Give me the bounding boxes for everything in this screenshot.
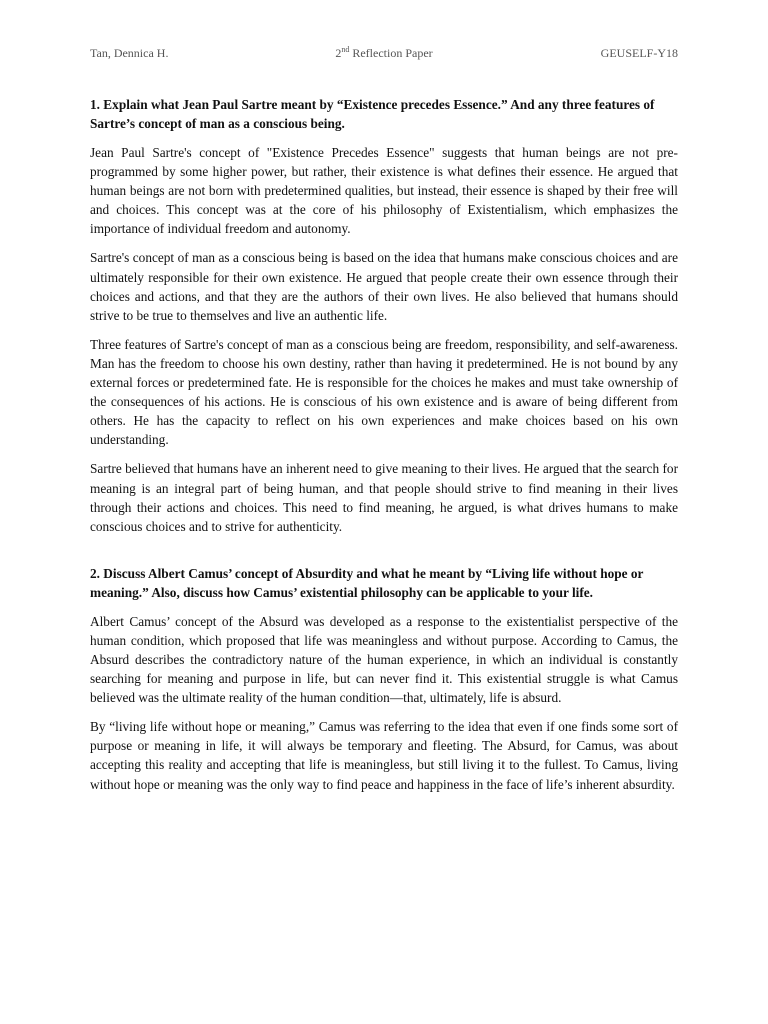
section-1 bbox=[90, 95, 678, 536]
document-content bbox=[90, 95, 678, 804]
header-title-sup: nd bbox=[341, 45, 350, 54]
page-header bbox=[90, 46, 678, 64]
section1-paragraph-3: Three features of Sartre's concept of man as a conscious being are freedom, responsibility, and self-awareness. Man has the freedom to choose his own destiny, rather than having it predetermined. He is not bound by any external forces or predetermined fate. He is responsible for the choices he makes and must take ownership of the consequences of his actions. He is conscious of his own existence and is aware of being different from others. He has the capacity to reflect on his own experiences and make choices based on his own understanding. bbox=[90, 336, 678, 448]
question-1: 1. Explain what Jean Paul Sartre meant by “Existence precedes Essence.” And any three features of Sartre’s concept of man as a conscious being. bbox=[90, 97, 655, 131]
header-title bbox=[90, 46, 678, 61]
question-2: 2. Discuss Albert Camus’ concept of Absurdity and what he meant by “Living life without hope or meaning.” Also, discuss how Camus’ existential philosophy can be applicable to your life. bbox=[90, 565, 644, 600]
section-2 bbox=[90, 564, 678, 794]
section1-paragraph-4: Sartre believed that humans have an inherent need to give meaning to their lives. He argued that the search for meaning is an integral part of being human, and that people should strive to find meaning in their lives through their actions and choices. This need to find meaning, he argued, is what drives humans to make conscious choices and to strive for authenticity. bbox=[90, 461, 678, 534]
header-author: Tan, Dennica H. bbox=[90, 46, 169, 60]
header-course: GEUSELF-Y18 bbox=[600, 46, 678, 60]
header-title-ordinal: 2 bbox=[335, 46, 342, 60]
section2-paragraph-2: By “living life without hope or meaning,” Camus was referring to the idea that even if one finds some sort of purpose or meaning in life, it will always be temporary and fleeting. The Absurd, for Camus, was about accepting this reality and accepting that life is meaningless, but still living it to the fullest. To Camus, living without hope or meaning was the only way to find peace and happiness in the face of life’s inherent absurdity. bbox=[90, 719, 678, 792]
section2-paragraph-1: Albert Camus’ concept of the Absurd was developed as a response to the existentialist perspective of the human condition, which proposed that life was meaningless and without purpose. According to Camus, the Absurd describes the contradictory nature of the human experience, in which an individual is constantly searching for meaning and purpose in life, but can never find it. This existential struggle is what Camus believed was the ultimate reality of the human condition—that, ultimately, life is absurd. bbox=[90, 613, 678, 706]
header-title-rest: Reflection Paper bbox=[349, 46, 433, 60]
section1-paragraph-2: Sartre's concept of man as a conscious being is based on the idea that humans make conscious choices and are ultimately responsible for their own existence. He argued that people create their own essence through their choices and actions, and that they are the authors of their own lives. He also believed that humans should strive to be true to themselves and live an authentic life. bbox=[90, 250, 678, 323]
section1-paragraph-1: Jean Paul Sartre's concept of "Existence Precedes Essence" suggests that human beings are not pre-programmed by some higher power, but rather, their existence is what defines their essence. He argued that human beings are not born with predetermined qualities, but instead, their essence is shaped by their free will and choices. This concept was at the core of his philosophy of Existentialism, which emphasizes the importance of individual freedom and autonomy. bbox=[90, 145, 678, 237]
